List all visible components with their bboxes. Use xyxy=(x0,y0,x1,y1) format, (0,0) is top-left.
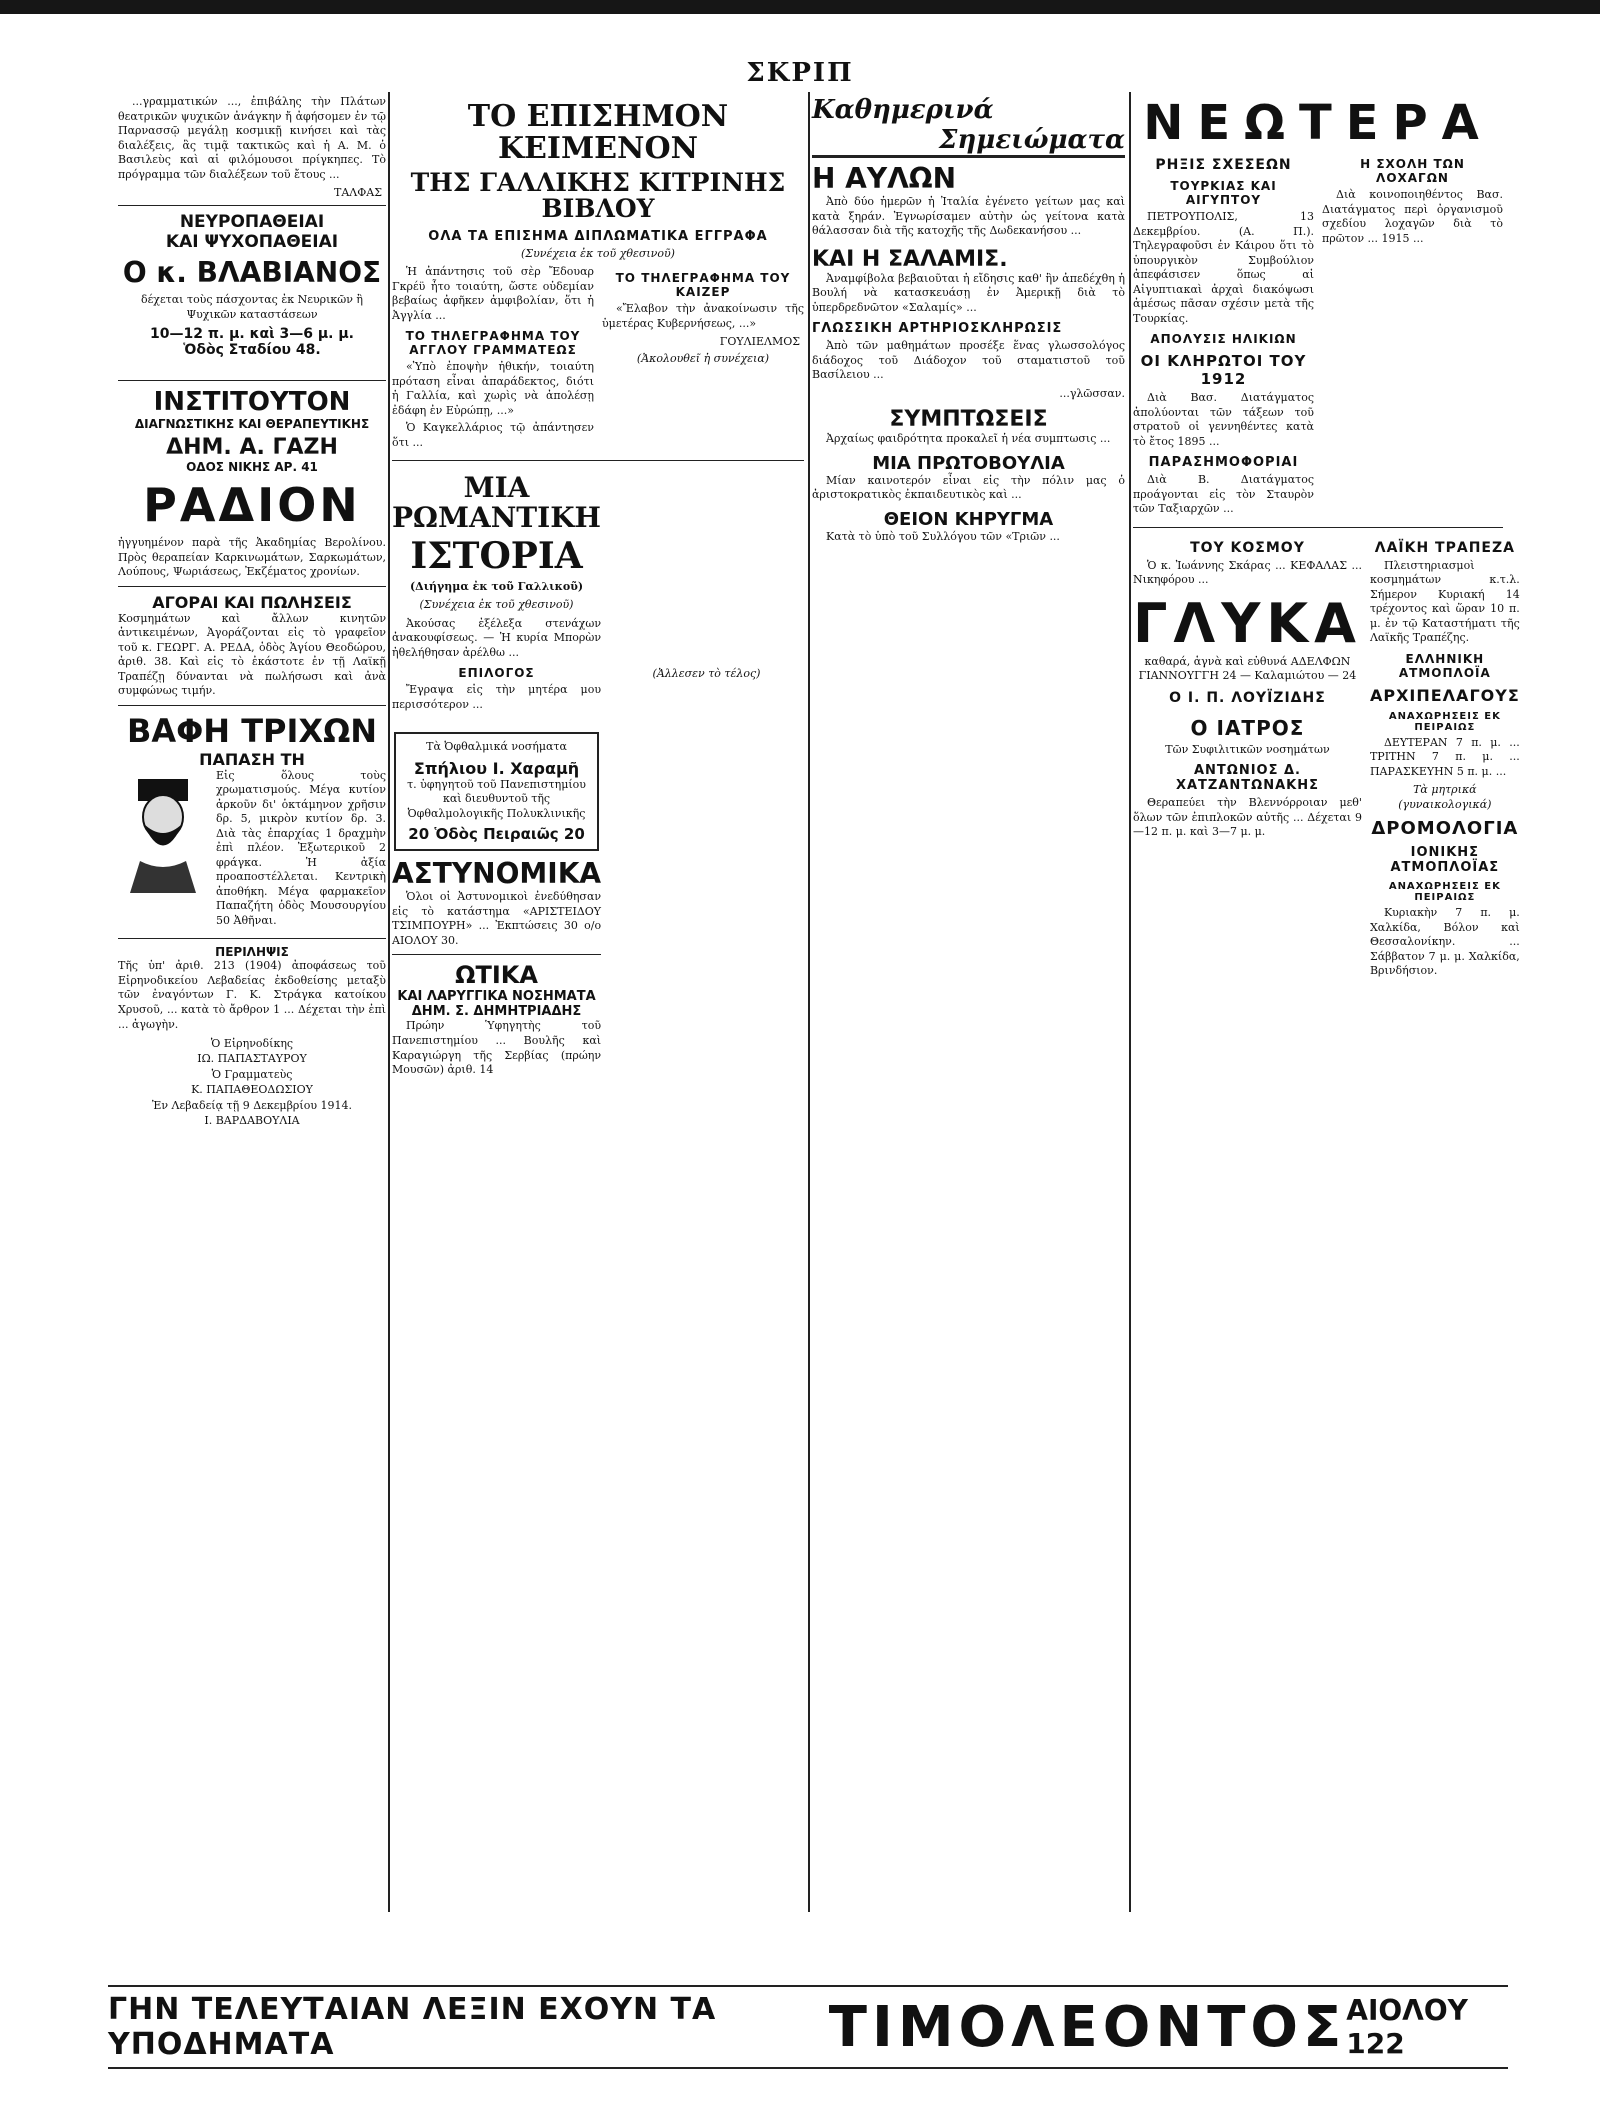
neuro-ad: ΝΕΥΡΟΠΑΘΕΙΑΙ ΚΑΙ ΨΥΧΟΠΑΘΕΙΑΙ Ο κ. ΒΛΑΒΙΑΝΟΣ δέχεται τοὺς πάσχοντας ἐκ Νευρικῶν ἢ Ψυχικῶν καταστάσεων 10—12 π. μ. καὶ 3—6 μ. μ. Ὁδὸς Σταδίου 48. xyxy=(118,212,386,358)
column-4: ΝΕΩΤΕΡΑ ΡΗΞΙΣ ΣΧΕΣΕΩΝ ΤΟΥΡΚΙΑΣ ΚΑΙ ΑΙΓΥΠΤΟΥ ΠΕΤΡΟΥΠΟΛΙΣ, 13 Δεκεμβρίου. (Α. Π.). Τηλεγραφοῦσι ἐν Κάιρου ὅτι τὸ ὑπουργικὸν Συμβούλιον ἀπεφάσισεν ὅπως αἱ Αἰγυπτιακαὶ ἀρχαὶ διακόψωσι ἀμέσως πᾶσαν σχέσιν μετὰ τῆς Τουρκίας. ΑΠΟΛΥΣΙΣ ΗΛΙΚΙΩΝ ΟΙ ΚΛΗΡΩΤΟΙ ΤΟΥ 1912 Διὰ Βασ. Διατάγματος ἀπολύονται τῶν τάξεων τοῦ στρατοῦ οἱ γεννηθέντες κατὰ τὸ ἔτος 1895 ... ΠΑΡΑΣΗΜΟΦΟΡΙΑΙ Διὰ Β. Διατάγματος προάγονται εἰς τὸν Σταυρὸν τῶν Ταξιαρχῶν ... Η ΣΧΟΛΗ ΤΩΝ ΛΟΧΑΓΩΝ Διὰ κοινοποιηθέντος Βασ. Διατάγματος περὶ ὀργανισμοῦ σχεδίου λοχαγῶν διὰ τὸ πρῶτον ... 1915 ... ΤΟΥ ΚΟΣΜΟΥ Ὁ κ. Ἰωάννης Σκάρας ... ΚΕΦΑΛΑΣ ... Νικηφόρου ... ΓΛΥΚΑ καθαρά, ἁγνὰ καὶ εὐθυνά ΑΔΕΛΦΩΝ ΓΙΑΝΝΟΥΓΓΗ 24 — Καλαμιώτου — 24 Ο Ι. Π. ΛΟΥΪΖΙΔΗΣ Ο ΙΑΤΡΟΣ Τῶν Συφιλιτικῶν νοσημάτων ΑΝΤΩΝΙΟΣ Δ. ΧΑΤΖΑΝΤΩΝΑΚΗΣ Θεραπεύει τὴν Βλεννόρροιαν μεθ' ὅλων τῶν ἐπιπλοκῶν αὐτῆς ... Δέχεται 9—12 π. μ. καὶ 3—7 μ. μ. ΛΑΪΚΗ ΤΡΑΠΕΖΑ Πλειστηριασμοὶ κοσμημάτων κ.τ.λ. Σήμερον Κυριακή 14 τρέχοντος καὶ ὥραν 10 π. μ. ἐν τῷ Καταστήματι τῆς Λαϊκῆς Τραπέζης. ΕΛΛΗΝΙΚΗ ΑΤΜΟΠΛΟΪΑ ΑΡΧΙΠΕΛΑΓΟΥΣ ΑΝΑΧΩΡΗΣΕΙΣ ΕΚ ΠΕΙΡΑΙΩΣ ΔΕΥΤΕΡΑΝ 7 π. μ. ... ΤΡΙΤΗΝ 7 π. μ. ... ΠΑΡΑΣΚΕΥΗΝ 5 π. μ. ... Τὰ μητρικά (γυναικολογικά) ΔΡΟΜΟΛΟΓΙΑ ΙΟΝΙΚΗΣ ΑΤΜΟΠΛΟΪΑΣ ΑΝΑΧΩΡΗΣΕΙΣ ΕΚ ΠΕΙΡΑΙΩΣ Κυριακὴν 7 π. μ. Χαλκίδα, Βόλον καὶ Θεσσαλονίκην. ... Σάββατον 7 μ. μ. Χαλκίδα, Βρινδήσιον. xyxy=(1133,95,1520,978)
romantic-story-title: ΜΙΑ ΡΩΜΑΝΤΙΚΗ xyxy=(392,471,602,534)
neuro-doctor-name: Ο κ. ΒΛΑΒΙΑΝΟΣ xyxy=(122,256,382,290)
neotera-title: ΝΕΩΤΕΡΑ xyxy=(1143,95,1493,151)
daily-notes-title: Καθημερινά xyxy=(812,95,994,125)
footer-brand: ΤΙΜΟΛΕΟΝΤΟΣ xyxy=(828,1994,1347,2060)
masthead: ΣΚΡΙΠ xyxy=(746,58,854,88)
footer-address: ΑΙΟΛΟΥ 122 xyxy=(1346,1994,1468,2060)
intro-article: ...γραμματικών ..., ἐπιβάλης τὴν Πλάτων θεατρικῶν ψυχικῶν ἀνάγκην ἤ ἀφήσομεν ἐν τῷ Παρνασσῷ μεγάλῃ κοσμικῇ κινήσει καὶ τὰς διαλέξεις, ἃς τιμᾷ τακτικῶς καὶ ἡ Α. Μ. ὁ Βασιλεὺς καὶ αἱ φιλόμουσοι πρίγκηπες. Τὸ πρόγραμμα τῶν διαλέξεων τοῦ ἔτους ... xyxy=(118,95,386,181)
top-border xyxy=(0,0,1600,14)
headline-yellow-book: ΤΗΣ ΓΑΛΛΙΚΗΣ ΚΙΤΡΙΝΗΣ ΒΙΒΛΟΥ xyxy=(410,168,786,224)
headline-official-text: ΤΟ ΕΠΙΣΗΜΟΝ ΚΕΙΜΕΝΟΝ xyxy=(467,99,729,166)
astynomika-title: ΑΣΤΥΝΟΜΙΚΑ xyxy=(392,857,602,891)
bearded-man-portrait-icon xyxy=(120,773,206,893)
institute-ad: ΙΝΣΤΙΤΟΥΤΟΝ ΔΙΑΓΝΩΣΤΙΚΗΣ ΚΑΙ ΘΕΡΑΠΕΥΤΙΚΗΣ ΔΗΜ. Α. ΓΑΖΗ ΟΔΟΣ ΝΙΚΗΣ ΑΡ. 41 ΡΑΔΙΟΝ ἠγγυημένον παρὰ τῆς Ἀκαδημίας Βερολίνου. Πρὸς θεραπείαν Καρκινωμάτων, Σαρκωμάτων, Λούπους, Ψωριάσεως, Ἐκζέματος χρονίων. xyxy=(118,387,386,579)
column-divider xyxy=(808,92,810,1912)
intro-signature: ΤΑΛΦΑΣ xyxy=(334,186,382,200)
radion-title: ΡΑΔΙΟΝ xyxy=(143,478,361,533)
column-divider xyxy=(388,92,390,1912)
ophthalmology-ad: Τὰ Ὀφθαλμικά νοσήματα Σπήλιου Ι. Χαραμῆ τ. ὑφηγητοῦ τοῦ Πανεπιστημίου καὶ διευθυντοῦ τῆς Ὀφθαλμολογικῆς Πολυκλινικῆς 20 Ὁδὸς Πειραιῶς 20 xyxy=(394,732,599,851)
footer-slogan: ΓΗΝ ΤΕΛΕΥΤΑΙΑΝ ΛΕΞΙΝ ΕΧΟΥΝ ΤΑ ΥΠΟΔΗΜΑΤΑ xyxy=(108,1992,717,2062)
column-3: Καθημερινά Σημειώματα Η ΑΥΛΩΝ Ἀπὸ δύο ἡμερῶν ἡ Ἰταλία ἐγένετο γείτων μας καὶ κατὰ ξηράν. Ἐγνωρίσαμεν αὐτὴν ὡς γείτονα κατὰ θάλασσαν διὰ τῆς κατοχῆς τῆς Δωδεκανήσου ... ΚΑΙ Η ΣΑΛΑΜΙΣ. Ἀναμφίβολα βεβαιοῦται ἡ εἴδησις καθ' ἣν ἀπεδέχθη ἡ Βουλή νὰ κατασκευάσῃ ἐν Ἀμερικῇ διὰ τὸ ὑπερδρεδνῶτον «Σαλαμίς» ... ΓΛΩΣΣΙΚΗ ΑΡΤΗΡΙΟΣΚΛΗΡΩΣΙΣ Ἀπὸ τῶν μαθημάτων προσέξε ἕνας γλωσσολόγος διάδοχος τοῦ Διάδοχον τοῦ σταματιστοῦ τοῦ Βασίλειου ... ...γλῶσσαν. ΣΥΜΠΤΩΣΕΙΣ Ἀρχαίως φαιδρότητα προκαλεῖ ἡ νέα συμπτωσις ... ΜΙΑ ΠΡΩΤΟΒΟΥΛΙΑ Μίαν καινοτερόν εἶναι εἰς τὴν πόλιν μας ὁ ἀριστοκρατικὸς ἐκπαιδευτικὸς καὶ ... ΘΕΙΟΝ ΚΗΡΥΓΜΑ Κατὰ τὸ ὑπὸ τοῦ Συλλόγου τῶν «Τριῶν ... xyxy=(812,95,1125,543)
agorai-ad: ΑΓΟΡΑΙ ΚΑΙ ΠΩΛΗΣΕΙΣ Κοσμημάτων καὶ ἄλλων κινητῶν ἀντικειμένων, Ἀγοράζονται εἰς τὸ γραφεῖον τοῦ κ. ΓΕΩΡΓ. Α. ΡΕΔΑ, ὁδὸς Ἁγίου Θεοδώρου, ἀριθ. 38. Καὶ εἰς τὸ ἐκάστοτε ἐν τῇ Λαϊκῇ Τραπέζῃ δύνανται νὰ πωλήσωσι καὶ ἀνὰ συμφώνως τιμήν. xyxy=(118,592,386,698)
salamis-title: ΚΑΙ Η ΣΑΛΑΜΙΣ. xyxy=(812,246,1008,272)
footer-advertisement xyxy=(108,1985,1508,2069)
glyka-title: ΓΛΥΚΑ xyxy=(1133,591,1362,655)
perilipsis-notice: ΠΕΡΙΛΗΨΙΣ Τῆς ὑπ' ἀριθ. 213 (1904) ἀποφάσεως τοῦ Εἰρηνοδικείου Λεβαδείας ἐκδοθείσης μεταξὺ τῶν ἐναγόντων Γ. Κ. Στράγκα κατοίκου Χρυσοῦ, ... κατὰ τὸ ἄρθρον 1 ... Δέχεται τὴν ἐπὶ ... ἀγωγὴν. Ὁ Εἰρηνοδίκης ΙΩ. ΠΑΠΑΣΤΑΥΡΟΥ Ὁ Γραμματεὺς Κ. ΠΑΠΑΘΕΟΔΩΣΙΟΥ Ἐν Λεβαδείᾳ τῇ 9 Δεκεμβρίου 1914. Ι. ΒΑΡΔΑΒΟΥΛΙΑ xyxy=(118,945,386,1127)
hair-dye-ad: ΒΑΦΗ ΤΡΙΧΩΝ ΠΑΠΑΣΗ ΤΗ Εἰς ὅλους τοὺς χρωματισμούς. Μέγα κυτίον ἀρκοῦν δι' ὁκτάμηνον χρῆσιν δρ. 5, μικρὸν κυτίον δρ. 3. Διὰ τὰς ἐπαρχίας 1 δραχμὴν ἐπὶ πλέον. Ἐξωτερικοῦ 2 φράγκα. Ἡ ἀξία προαποστέλλεται. Κεντρικὴ ἀποθήκη. Μέγα φαρμακεῖον Παπαζήτη ὁδὸς Μουσουργίου 50 Ἀθῆναι. xyxy=(118,712,386,933)
column-divider xyxy=(1129,92,1131,1912)
avlon-title: Η ΑΥΛΩΝ xyxy=(812,162,957,195)
column-1 xyxy=(118,95,386,1905)
column-2: ΤΟ ΕΠΙΣΗΜΟΝ ΚΕΙΜΕΝΟΝ ΤΗΣ ΓΑΛΛΙΚΗΣ ΚΙΤΡΙΝΗΣ ΒΙΒΛΟΥ ΟΛΑ ΤΑ ΕΠΙΣΗΜΑ ΔΙΠΛΩΜΑΤΙΚΑ ΕΓΓΡΑΦΑ (Συνέχεια ἐκ τοῦ χθεσινοῦ) Ἡ ἀπάντησις τοῦ σὲρ Ἔδουαρ Γκρέϋ ἦτο τοιαύτη, ὥστε οὐδεμίαν βεβαίως ἀφῆκεν ἀμφιβολίαν, ὅτι ἡ Ἀγγλία ... ΤΟ ΤΗΛΕΓΡΑΦΗΜΑ ΤΟΥ ΑΓΓΛΟΥ ΓΡΑΜΜΑΤΕΩΣ «Ὑπὸ ἐποψὴν ἠθικήν, τοιαύτη πρόταση εἶναι ἀπαράδεκτος, διότι ἡ Γαλλία, καὶ χωρὶς νὰ ἀπολέσῃ ἐδάφη ἐν Εὐρώπῃ, ...» Ὁ Καγκελλάριος τῷ ἀπάντησεν ὅτι ... ΤΟ ΤΗΛΕΓΡΑΦΗΜΑ ΤΟΥ ΚΑΙΖΕΡ «Ἔλαβον τὴν ἀνακοίνωσιν τῆς ὑμετέρας Κυβερνήσεως, ...» ΓΟΥΛΙΕΛΜΟΣ (Ἀκολουθεῖ ἡ συνέχεια) ΜΙΑ ΡΩΜΑΝΤΙΚΗ ΙΣΤΟΡΙΑ (Διήγημα ἐκ τοῦ Γαλλικοῦ) (Συνέχεια ἐκ τοῦ χθεσινοῦ) Ἀκούσας ἐξέλεξα στενάχων ἀνακουφίσεως. — Ἡ κυρία Μπορὼν ἠθελήθησαν ἀρέλθω ... ΕΠΙΛΟΓΟΣ Ἔγραψα εἰς τὴν μητέρα μου περισσότερον ... (Ἀλλεσεν τὸ τέλος) Τὰ Ὀφθαλμικά νοσήματα Σπήλιου Ι. Χαραμῆ τ. ὑφηγητοῦ τοῦ Πανεπιστημίου καὶ διευθυντοῦ τῆς Ὀφθαλμολογικῆς Πολυκλινικῆς 20 Ὁδὸς Πειραιῶς 20 ΑΣΤΥΝΟΜΙΚΑ Ὁλοι οἱ Ἀστυνομικοὶ ἐνεδύθησαν εἰς τὸ κατάστημα «ΑΡΙΣΤΕΙΔΟΥ ΤΣΙΜΠΟΥΡΗ» ... Ἐκπτώσεις 30 ο/ο ΑΙΟΛΟΥ 30. ΩΤΙΚΑ ΚΑΙ ΛΑΡΥΓΓΙΚΑ ΝΟΣΗΜΑΤΑ ΔΗΜ. Σ. ΔΗΜΗΤΡΙΑΔΗΣ Πρώην Ὑφηγητὴς τοῦ Πανεπιστημίου ... Βουλῆς καὶ Καραγιώργη τῆς Σερβίας (πρώην Μουσῶν) ἀριθ. 14 xyxy=(392,99,804,1077)
